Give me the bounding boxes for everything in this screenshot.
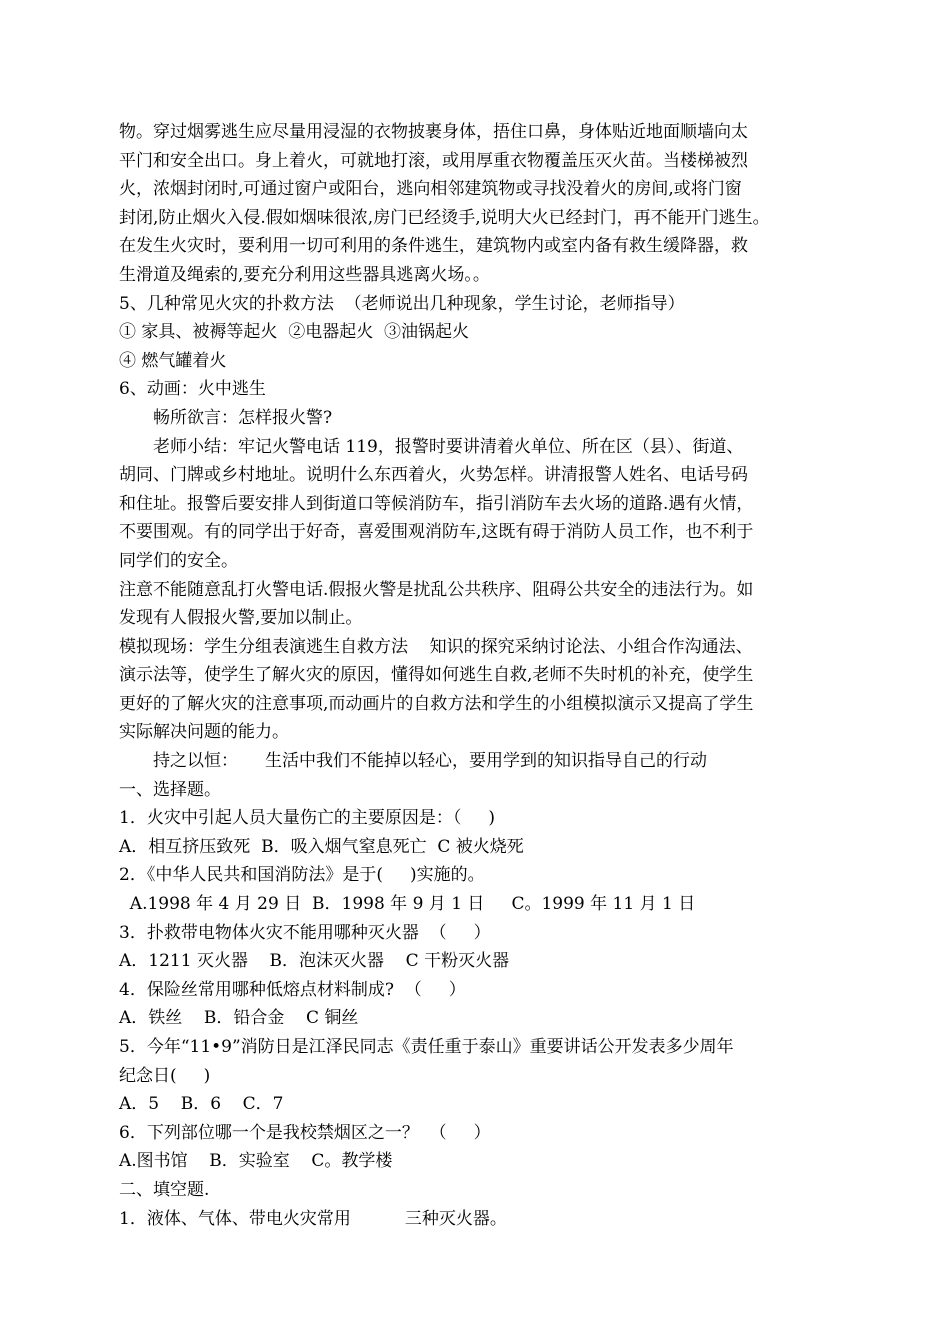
paragraph-false-alarm xyxy=(119,576,844,633)
text-line: 和住址。报警后要安排人到街道口等候消防车，指引消防车去火场的道路.遇有火情， xyxy=(119,493,754,514)
paragraph-simulation xyxy=(119,633,844,747)
question: 6．下列部位哪一个是我校禁烟区之一？ （ ） xyxy=(119,1122,491,1143)
text-line: 发现有人假报火警,要加以制止。 xyxy=(119,608,363,629)
list-item: ① 家具、被褥等起火 ②电器起火 ③油锅起火 xyxy=(119,322,470,343)
text-line: 平门和安全出口。身上着火，可就地打滚，或用厚重衣物覆盖压灭火苗。当楼梯被烈 xyxy=(119,150,748,171)
text-line: 5．今年“11•9”消防日是江泽民同志《责任重于泰山》重要讲话公开发表多少周年 xyxy=(119,1037,734,1057)
text-line: 更好的了解火灾的注意事项,而动画片的自救方法和学生的小组模拟演示又提高了学生 xyxy=(119,693,754,714)
text-line: 封闭,防止烟火入侵.假如烟味很浓,房门已经烫手,说明大火已经封门，再不能开门逃生。 xyxy=(119,207,770,228)
text-line: 同学们的安全。 xyxy=(119,550,238,571)
answer-options: A．5 B．6 C．7 xyxy=(119,1094,284,1115)
text-line: 火，浓烟封闭时,可通过窗户或阳台，逃向相邻建筑物或寻找没着火的房间,或将门窗 xyxy=(119,179,742,200)
text-line: 不要围观。有的同学出于好奇，喜爱围观消防车,这既有碍于消防人员工作，也不利于 xyxy=(119,522,754,543)
document-body xyxy=(119,118,844,1233)
text-line: 胡同、门牌或乡村地址。说明什么东西着火，火势怎样。讲清报警人姓名、电话号码 xyxy=(119,465,748,486)
text-line: 老师小结：牢记火警电话 119，报警时要讲清着火单位、所在区（县）、街道、 xyxy=(153,436,744,457)
question: 3．扑救带电物体火灾不能用哪种灭火器 （ ） xyxy=(119,922,491,943)
paragraph-teacher-summary xyxy=(119,433,844,576)
answer-options: A.1998 年 4 月 29 日 B．1998 年 9 月 1 日 C。1999 年 11 月 1 日 xyxy=(119,894,696,915)
section-heading: 二、填空题. xyxy=(119,1179,210,1200)
answer-options: A．相互挤压致死 B．吸入烟气窒息死亡 C 被火烧死 xyxy=(119,836,524,857)
answer-options: A.图书馆 B．实验室 C。教学楼 xyxy=(119,1151,393,1172)
question: 1．火灾中引起人员大量伤亡的主要原因是：（ ) xyxy=(119,808,495,829)
text-line: 在发生火灾时，要利用一切可利用的条件逃生，建筑物内或室内备有救生缓降器，救 xyxy=(119,236,748,257)
text-line: 注意不能随意乱打火警电话.假报火警是扰乱公共秩序、阻碍公共安全的违法行为。如 xyxy=(119,579,754,600)
prompt-text: 畅所欲言：怎样报火警? xyxy=(153,407,333,428)
section-heading: 6、动画：火中逃生 xyxy=(119,379,266,400)
answer-options: A．铁丝 B．铅合金 C 铜丝 xyxy=(119,1008,359,1029)
section-heading: 一、选择题。 xyxy=(119,779,221,800)
text-line: 生滑道及绳索的,要充分利用这些器具逃离火场。。 xyxy=(119,264,490,285)
paragraph-escape-methods xyxy=(119,118,844,290)
section-heading: 5、几种常见火灾的扑救方法 （老师说出几种现象，学生讨论，老师指导） xyxy=(119,293,685,314)
text-line: 演示法等，使学生了解火灾的原因，懂得如何逃生自救,老师不失时机的补充，使学生 xyxy=(119,665,754,686)
question: 4．保险丝常用哪种低熔点材料制成? （ ） xyxy=(119,979,466,1000)
text-line: 纪念日( ) xyxy=(119,1065,211,1086)
text-line: 物。穿过烟雾逃生应尽量用浸湿的衣物披裹身体，捂住口鼻，身体贴近地面顺墙向太 xyxy=(119,122,748,142)
closing-remark: 持之以恒： 生活中我们不能掉以轻心，要用学到的知识指导自己的行动 xyxy=(153,751,708,772)
question xyxy=(119,1033,844,1090)
text-line: 实际解决问题的能力。 xyxy=(119,722,289,743)
question: 1．液体、气体、带电火灾常用 三种灭火器。 xyxy=(119,1208,507,1229)
list-item: ④ 燃气罐着火 xyxy=(119,350,227,371)
text-line: 模拟现场：学生分组表演逃生自救方法 知识的探究采纳讨论法、小组合作沟通法、 xyxy=(119,636,753,657)
answer-options: A．1211 灭火器 B．泡沫灭火器 C 干粉灭火器 xyxy=(119,951,510,972)
question: 2．《中华人民共和国消防法》是于( )实施的。 xyxy=(119,865,485,886)
